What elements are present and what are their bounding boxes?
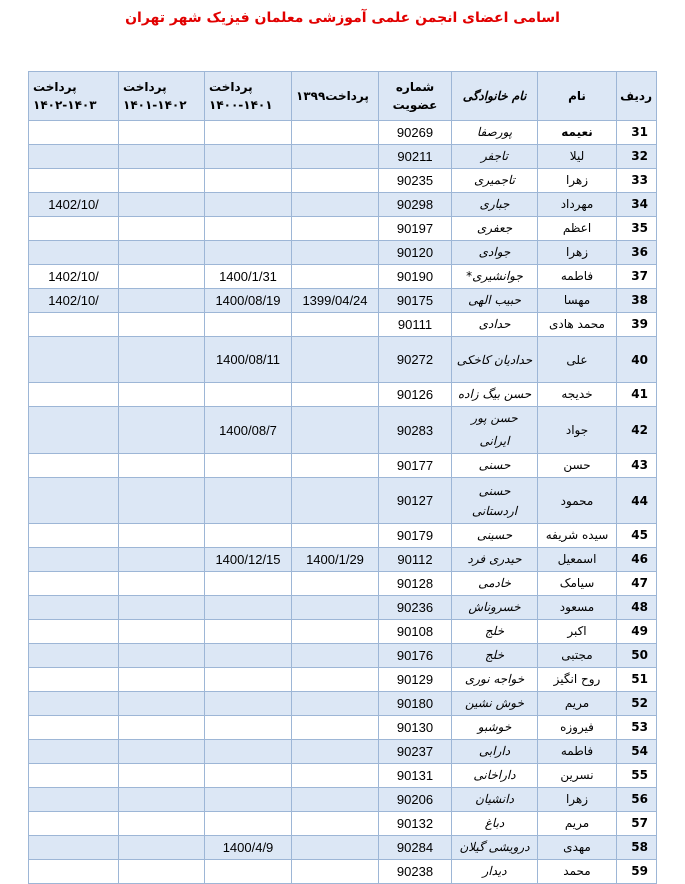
first-name-cell: جواد: [538, 407, 617, 454]
payment-1399-cell: [292, 692, 379, 716]
last-name-cell: حسنی: [452, 454, 538, 478]
last-name-cell: خوش نشین: [452, 692, 538, 716]
header-first-name: نام: [538, 72, 617, 121]
payment-1400-cell: 1400/08/7: [205, 407, 292, 454]
payment-1399-cell: [292, 740, 379, 764]
payment-1402-cell: [29, 620, 119, 644]
payment-1402-cell: [29, 524, 119, 548]
last-name-cell: جعفری: [452, 217, 538, 241]
last-name-cell: حسینی: [452, 524, 538, 548]
last-name-cell: دارابی: [452, 740, 538, 764]
last-name-cell: درویشی گیلان: [452, 836, 538, 860]
payment-1399-cell: [292, 812, 379, 836]
member-number-cell: 90177: [379, 454, 452, 478]
last-name-cell: پورصفا: [452, 121, 538, 145]
last-name-cell: خوشبو: [452, 716, 538, 740]
member-number-cell: 90236: [379, 596, 452, 620]
first-name-cell: زهرا: [538, 788, 617, 812]
payment-1400-cell: [205, 241, 292, 265]
row-number-cell: 34: [617, 193, 657, 217]
last-name-cell: حسنی اردستانی: [452, 478, 538, 524]
payment-1400-cell: 1400/08/19: [205, 289, 292, 313]
payment-1401-cell: [119, 193, 205, 217]
payment-1402-cell: [29, 812, 119, 836]
header-payment-1401: پرداخت ۱۴۰۲-۱۴۰۱: [119, 72, 205, 121]
payment-1399-cell: [292, 668, 379, 692]
payment-1399-cell: [292, 265, 379, 289]
payment-1401-cell: [119, 337, 205, 383]
row-number-cell: 57: [617, 812, 657, 836]
row-number-cell: 53: [617, 716, 657, 740]
first-name-cell: حسن: [538, 454, 617, 478]
payment-1400-cell: 1400/4/9: [205, 836, 292, 860]
payment-1400-cell: [205, 572, 292, 596]
payment-1399-cell: 1399/04/24: [292, 289, 379, 313]
payment-1401-cell: [119, 644, 205, 668]
payment-1399-cell: [292, 572, 379, 596]
first-name-cell: فیروزه: [538, 716, 617, 740]
table-row: [29, 812, 657, 836]
payment-1399-cell: [292, 383, 379, 407]
payment-1401-cell: [119, 668, 205, 692]
member-number-cell: 90108: [379, 620, 452, 644]
row-number-cell: 51: [617, 668, 657, 692]
payment-1402-cell: [29, 668, 119, 692]
first-name-cell: فاطمه: [538, 265, 617, 289]
last-name-cell: حبیب الهی: [452, 289, 538, 313]
member-number-cell: 90190: [379, 265, 452, 289]
row-number-cell: 40: [617, 337, 657, 383]
first-name-cell: مریم: [538, 692, 617, 716]
payment-1402-cell: [29, 860, 119, 884]
payment-1402-cell: [29, 121, 119, 145]
table-row: [29, 572, 657, 596]
member-number-cell: 90211: [379, 145, 452, 169]
payment-1402-cell: [29, 169, 119, 193]
row-number-cell: 32: [617, 145, 657, 169]
last-name-cell: خادمی: [452, 572, 538, 596]
payment-1402-cell: [29, 764, 119, 788]
payment-1400-cell: [205, 193, 292, 217]
first-name-cell: علی: [538, 337, 617, 383]
last-name-cell: جباری: [452, 193, 538, 217]
member-number-cell: 90111: [379, 313, 452, 337]
payment-1401-cell: [119, 836, 205, 860]
first-name-cell: مریم: [538, 812, 617, 836]
table-row: [29, 668, 657, 692]
table-row: [29, 548, 657, 572]
payment-1402-cell: [29, 548, 119, 572]
table-row: [29, 145, 657, 169]
member-number-cell: 90129: [379, 668, 452, 692]
payment-1401-cell: [119, 145, 205, 169]
first-name-cell: مجتبی: [538, 644, 617, 668]
table-row: [29, 478, 657, 524]
row-number-cell: 44: [617, 478, 657, 524]
first-name-cell: مهسا: [538, 289, 617, 313]
last-name-cell: تاجمیری: [452, 169, 538, 193]
payment-1400-cell: [205, 478, 292, 524]
last-name-cell: خسروناش: [452, 596, 538, 620]
row-number-cell: 58: [617, 836, 657, 860]
payment-1399-cell: [292, 241, 379, 265]
last-name-cell: حیدری فرد: [452, 548, 538, 572]
member-number-cell: 90206: [379, 788, 452, 812]
payment-1400-cell: [205, 740, 292, 764]
table-row: [29, 836, 657, 860]
payment-1399-cell: [292, 764, 379, 788]
payment-1400-cell: [205, 454, 292, 478]
last-name-cell: حسن بیگ زاده: [452, 383, 538, 407]
payment-1400-cell: 1400/08/11: [205, 337, 292, 383]
payment-1400-cell: 1400/12/15: [205, 548, 292, 572]
table-header-row: [29, 72, 657, 121]
payment-1400-cell: [205, 121, 292, 145]
payment-1401-cell: [119, 478, 205, 524]
first-name-cell: لیلا: [538, 145, 617, 169]
row-number-cell: 41: [617, 383, 657, 407]
payment-1401-cell: [119, 572, 205, 596]
last-name-cell: دباغ: [452, 812, 538, 836]
row-number-cell: 31: [617, 121, 657, 145]
payment-1402-cell: [29, 241, 119, 265]
row-number-cell: 52: [617, 692, 657, 716]
row-number-cell: 49: [617, 620, 657, 644]
last-name-cell: خلج: [452, 620, 538, 644]
payment-1401-cell: [119, 692, 205, 716]
row-number-cell: 54: [617, 740, 657, 764]
table-row: [29, 337, 657, 383]
payment-1399-cell: [292, 836, 379, 860]
table-row: [29, 764, 657, 788]
payment-1401-cell: [119, 716, 205, 740]
member-number-cell: 90283: [379, 407, 452, 454]
first-name-cell: فاطمه: [538, 740, 617, 764]
member-number-cell: 90284: [379, 836, 452, 860]
payment-1400-cell: [205, 788, 292, 812]
first-name-cell: سیامک: [538, 572, 617, 596]
payment-1402-cell: [29, 478, 119, 524]
payment-1400-cell: [205, 217, 292, 241]
table-row: [29, 524, 657, 548]
last-name-cell: دیدار: [452, 860, 538, 884]
payment-1399-cell: [292, 313, 379, 337]
row-number-cell: 43: [617, 454, 657, 478]
payment-1401-cell: [119, 596, 205, 620]
payment-1402-cell: [29, 383, 119, 407]
first-name-cell: نسرین: [538, 764, 617, 788]
payment-1401-cell: [119, 383, 205, 407]
payment-1401-cell: [119, 217, 205, 241]
last-name-cell: جوانشیری*: [452, 265, 538, 289]
member-number-cell: 90298: [379, 193, 452, 217]
payment-1399-cell: [292, 121, 379, 145]
payment-1402-cell: [29, 788, 119, 812]
member-number-cell: 90175: [379, 289, 452, 313]
payment-1401-cell: [119, 524, 205, 548]
last-name-cell: حسن پور ایرانی: [452, 407, 538, 454]
payment-1400-cell: [205, 692, 292, 716]
member-number-cell: 90176: [379, 644, 452, 668]
member-number-cell: 90120: [379, 241, 452, 265]
payment-1400-cell: [205, 169, 292, 193]
payment-1399-cell: [292, 620, 379, 644]
payment-1399-cell: [292, 860, 379, 884]
first-name-cell: اکبر: [538, 620, 617, 644]
payment-1400-cell: [205, 313, 292, 337]
payment-1402-cell: [29, 596, 119, 620]
table-row: [29, 620, 657, 644]
table-row: [29, 169, 657, 193]
member-number-cell: 90130: [379, 716, 452, 740]
last-name-cell: تاجفر: [452, 145, 538, 169]
table-row: [29, 383, 657, 407]
payment-1401-cell: [119, 454, 205, 478]
member-number-cell: 90126: [379, 383, 452, 407]
member-number-cell: 90238: [379, 860, 452, 884]
payment-1400-cell: [205, 644, 292, 668]
row-number-cell: 59: [617, 860, 657, 884]
payment-1399-cell: [292, 193, 379, 217]
first-name-cell: اسمعیل: [538, 548, 617, 572]
first-name-cell: محمود: [538, 478, 617, 524]
payment-1400-cell: [205, 596, 292, 620]
payment-1400-cell: [205, 145, 292, 169]
payment-1400-cell: [205, 812, 292, 836]
payment-1402-cell: 1402/10/: [29, 289, 119, 313]
header-member-number: شماره عضویت: [379, 72, 452, 121]
payment-1400-cell: [205, 668, 292, 692]
last-name-cell: جوادی: [452, 241, 538, 265]
payment-1399-cell: [292, 644, 379, 668]
payment-1400-cell: [205, 383, 292, 407]
first-name-cell: محمد هادی: [538, 313, 617, 337]
last-name-cell: حدادی: [452, 313, 538, 337]
table-row: [29, 121, 657, 145]
payment-1399-cell: [292, 407, 379, 454]
payment-1401-cell: [119, 812, 205, 836]
payment-1400-cell: [205, 524, 292, 548]
table-row: [29, 788, 657, 812]
payment-1401-cell: [119, 121, 205, 145]
first-name-cell: روح انگیز: [538, 668, 617, 692]
row-number-cell: 45: [617, 524, 657, 548]
row-number-cell: 56: [617, 788, 657, 812]
member-number-cell: 90131: [379, 764, 452, 788]
payment-1402-cell: [29, 454, 119, 478]
payment-1402-cell: 1402/10/: [29, 265, 119, 289]
payment-1400-cell: [205, 620, 292, 644]
row-number-cell: 35: [617, 217, 657, 241]
member-number-cell: 90180: [379, 692, 452, 716]
payment-1402-cell: [29, 337, 119, 383]
payment-1402-cell: [29, 716, 119, 740]
payment-1402-cell: [29, 692, 119, 716]
payment-1399-cell: 1400/1/29: [292, 548, 379, 572]
first-name-cell: محمد: [538, 860, 617, 884]
table-row: [29, 313, 657, 337]
payment-1401-cell: [119, 740, 205, 764]
payment-1401-cell: [119, 860, 205, 884]
payment-1401-cell: [119, 407, 205, 454]
first-name-cell: اعظم: [538, 217, 617, 241]
payment-1402-cell: [29, 407, 119, 454]
member-number-cell: 90235: [379, 169, 452, 193]
last-name-cell: حدادیان کاخکی: [452, 337, 538, 383]
payment-1401-cell: [119, 289, 205, 313]
table-row: [29, 217, 657, 241]
payment-1401-cell: [119, 548, 205, 572]
row-number-cell: 50: [617, 644, 657, 668]
member-number-cell: 90179: [379, 524, 452, 548]
first-name-cell: زهرا: [538, 169, 617, 193]
table-row: [29, 692, 657, 716]
last-name-cell: خلج: [452, 644, 538, 668]
row-number-cell: 33: [617, 169, 657, 193]
payment-1399-cell: [292, 337, 379, 383]
payment-1399-cell: [292, 788, 379, 812]
row-number-cell: 36: [617, 241, 657, 265]
header-payment-1402: پرداخت ۱۴۰۳-۱۴۰۲: [29, 72, 119, 121]
last-name-cell: دانشیان: [452, 788, 538, 812]
table-row: [29, 644, 657, 668]
row-number-cell: 39: [617, 313, 657, 337]
table-row: [29, 860, 657, 884]
row-number-cell: 46: [617, 548, 657, 572]
member-number-cell: 90127: [379, 478, 452, 524]
first-name-cell: نعیمه: [538, 121, 617, 145]
payment-1399-cell: [292, 454, 379, 478]
payment-1399-cell: [292, 145, 379, 169]
payment-1402-cell: [29, 217, 119, 241]
header-last-name: نام خانوادگی: [452, 72, 538, 121]
payment-1399-cell: [292, 478, 379, 524]
last-name-cell: داراخانی: [452, 764, 538, 788]
payment-1401-cell: [119, 265, 205, 289]
member-number-cell: 90132: [379, 812, 452, 836]
header-payment-1400: پرداخت ۱۴۰۱-۱۴۰۰: [205, 72, 292, 121]
payment-1402-cell: [29, 572, 119, 596]
table-row: [29, 265, 657, 289]
table-row: [29, 193, 657, 217]
payment-1401-cell: [119, 764, 205, 788]
first-name-cell: زهرا: [538, 241, 617, 265]
member-number-cell: 90197: [379, 217, 452, 241]
table-row: [29, 289, 657, 313]
payment-1400-cell: [205, 860, 292, 884]
table-row: [29, 596, 657, 620]
payment-1401-cell: [119, 241, 205, 265]
payment-1399-cell: [292, 524, 379, 548]
member-number-cell: 90272: [379, 337, 452, 383]
table-row: [29, 716, 657, 740]
first-name-cell: خدیجه: [538, 383, 617, 407]
first-name-cell: مسعود: [538, 596, 617, 620]
payment-1402-cell: [29, 836, 119, 860]
table-row: [29, 407, 657, 454]
payment-1402-cell: [29, 740, 119, 764]
row-number-cell: 42: [617, 407, 657, 454]
first-name-cell: مهدی: [538, 836, 617, 860]
table-row: [29, 241, 657, 265]
payment-1402-cell: 1402/10/: [29, 193, 119, 217]
row-number-cell: 47: [617, 572, 657, 596]
page-title: اسامی اعضای انجمن علمی آموزشی معلمان فیزیک شهر تهران: [125, 10, 560, 26]
table-row: [29, 740, 657, 764]
payment-1399-cell: [292, 217, 379, 241]
payment-1401-cell: [119, 169, 205, 193]
payment-1402-cell: [29, 644, 119, 668]
members-table: [28, 71, 657, 884]
payment-1402-cell: [29, 313, 119, 337]
member-number-cell: 90269: [379, 121, 452, 145]
header-payment-1399: پرداخت۱۳۹۹: [292, 72, 379, 121]
payment-1401-cell: [119, 788, 205, 812]
payment-1401-cell: [119, 620, 205, 644]
payment-1402-cell: [29, 145, 119, 169]
row-number-cell: 55: [617, 764, 657, 788]
payment-1399-cell: [292, 596, 379, 620]
table-row: [29, 454, 657, 478]
first-name-cell: مهرداد: [538, 193, 617, 217]
payment-1400-cell: [205, 716, 292, 740]
payment-1399-cell: [292, 169, 379, 193]
row-number-cell: 37: [617, 265, 657, 289]
header-row-number: ردیف: [617, 72, 657, 121]
row-number-cell: 48: [617, 596, 657, 620]
member-number-cell: 90112: [379, 548, 452, 572]
first-name-cell: سیده شریفه: [538, 524, 617, 548]
member-number-cell: 90128: [379, 572, 452, 596]
row-number-cell: 38: [617, 289, 657, 313]
payment-1400-cell: 1400/1/31: [205, 265, 292, 289]
payment-1400-cell: [205, 764, 292, 788]
payment-1401-cell: [119, 313, 205, 337]
member-number-cell: 90237: [379, 740, 452, 764]
payment-1399-cell: [292, 716, 379, 740]
last-name-cell: خواجه نوری: [452, 668, 538, 692]
